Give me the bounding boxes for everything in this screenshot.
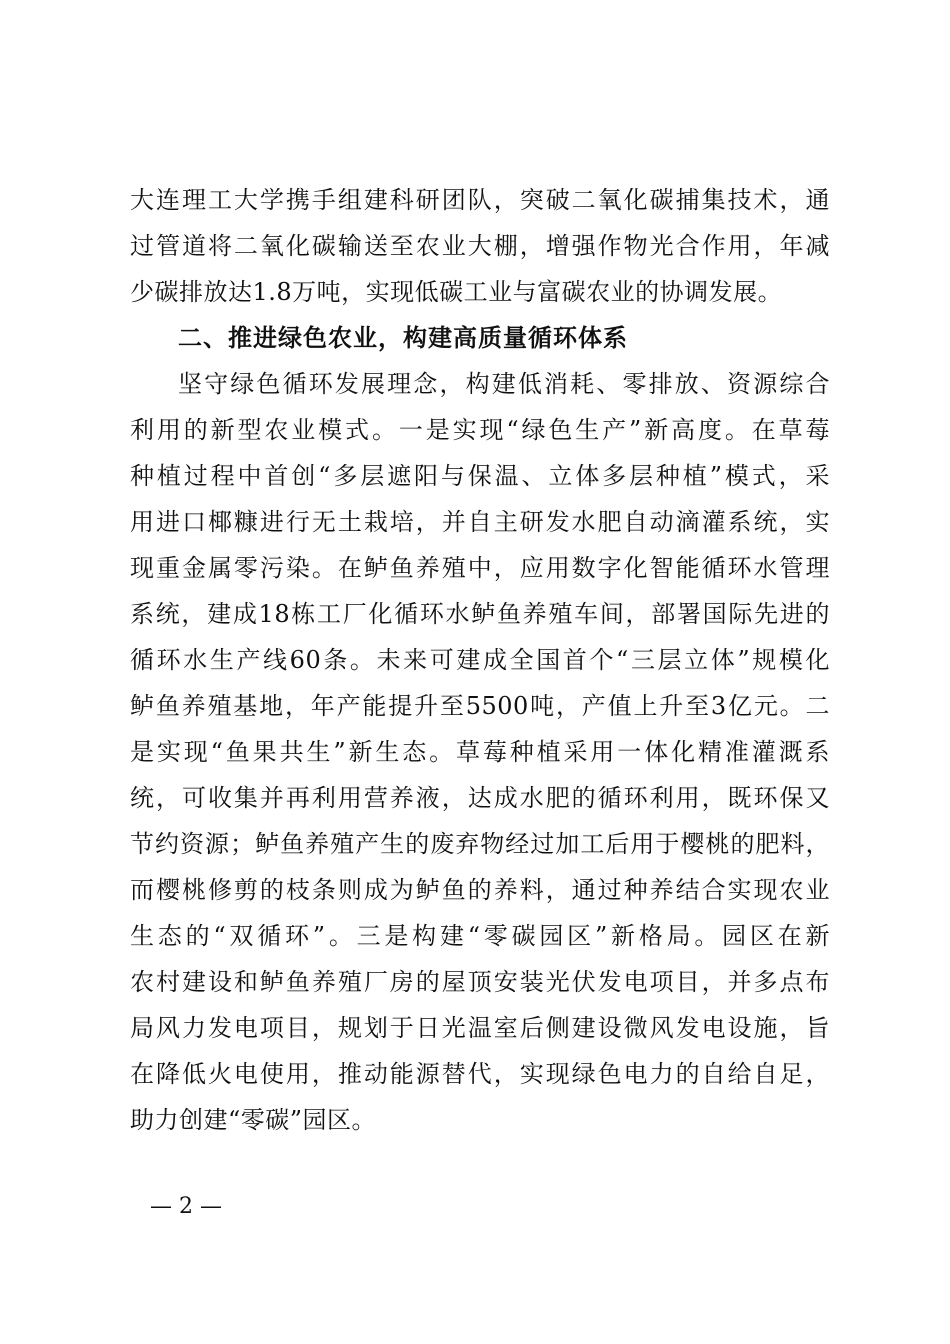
body-paragraph-line: 系统，建成18栋工厂化循环水鲈鱼养殖车间，部署国际先进的	[130, 600, 830, 628]
body-paragraph-line: 坚守绿色循环发展理念，构建低消耗、零排放、资源综合	[178, 370, 830, 398]
section-heading: 二、推进绿色农业，构建高质量循环体系	[178, 324, 628, 352]
body-paragraph-line: 现重金属零污染。在鲈鱼养殖中，应用数字化智能循环水管理	[130, 554, 830, 582]
body-paragraph-line: 局风力发电项目，规划于日光温室后侧建设微风发电设施，旨	[130, 1014, 830, 1042]
body-paragraph-line: 鲈鱼养殖基地，年产能提升至5500吨，产值上升至3亿元。二	[130, 692, 830, 720]
page-number: — 2 —	[150, 1194, 222, 1219]
body-paragraph-line: 统，可收集并再利用营养液，达成水肥的循环利用，既环保又	[130, 784, 830, 812]
body-paragraph-line: 农村建设和鲈鱼养殖厂房的屋顶安装光伏发电项目，并多点布	[130, 968, 830, 996]
body-paragraph-line: 而樱桃修剪的枝条则成为鲈鱼的养料，通过种养结合实现农业	[130, 876, 830, 904]
intro-paragraph-line: 少碳排放达1.8万吨，实现低碳工业与富碳农业的协调发展。	[130, 278, 783, 306]
body-paragraph-line: 利用的新型农业模式。一是实现“绿色生产”新高度。在草莓	[130, 416, 830, 444]
body-paragraph-line: 循环水生产线60条。未来可建成全国首个“三层立体”规模化	[130, 646, 830, 674]
body-paragraph-line: 是实现“鱼果共生”新生态。草莓种植采用一体化精准灌溉系	[130, 738, 830, 766]
intro-paragraph-line: 过管道将二氧化碳输送至农业大棚，增强作物光合作用，年减	[130, 232, 830, 260]
body-paragraph-line: 种植过程中首创“多层遮阳与保温、立体多层种植”模式，采	[130, 462, 830, 490]
intro-paragraph-line: 大连理工大学携手组建科研团队，突破二氧化碳捕集技术，通	[130, 186, 830, 214]
body-paragraph-line: 助力创建“零碳”园区。	[130, 1106, 377, 1134]
body-paragraph-line: 生态的“双循环”。三是构建“零碳园区”新格局。园区在新	[130, 922, 830, 950]
body-paragraph-line: 节约资源；鲈鱼养殖产生的废弃物经过加工后用于樱桃的肥料，	[130, 830, 830, 858]
body-paragraph-line: 在降低火电使用，推动能源替代，实现绿色电力的自给自足，	[130, 1060, 830, 1088]
body-paragraph-line: 用进口椰糠进行无土栽培，并自主研发水肥自动滴灌系统，实	[130, 508, 830, 536]
